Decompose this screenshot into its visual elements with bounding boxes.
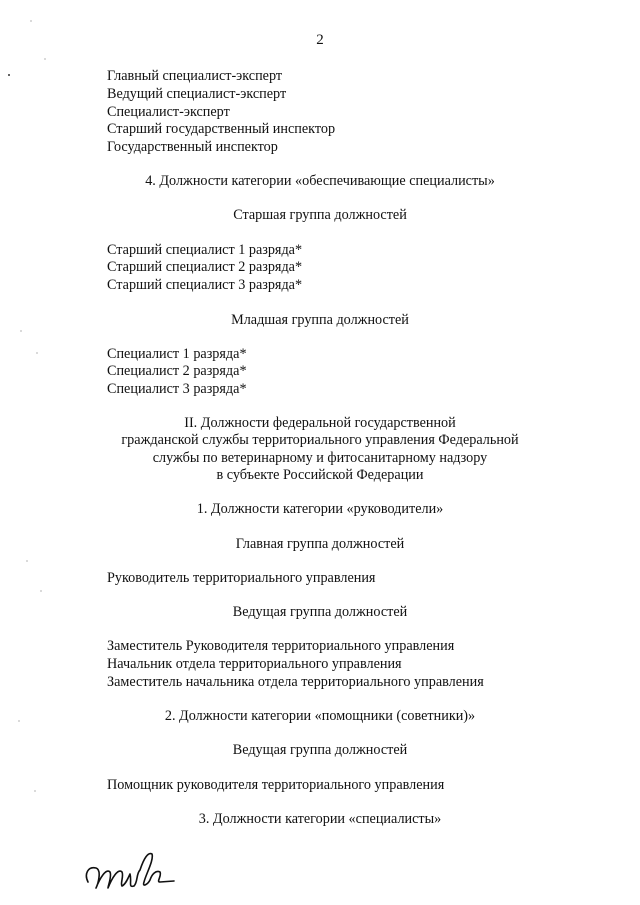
position-item: Старший специалист 1 разряда* bbox=[107, 242, 303, 258]
position-item: Заместитель начальника отдела территориального управления bbox=[107, 674, 484, 690]
position-item: Старший специалист 2 разряда* bbox=[107, 259, 303, 275]
position-item: Специалист 1 разряда* bbox=[107, 346, 247, 362]
position-item: Старший специалист 3 разряда* bbox=[107, 277, 303, 293]
group-heading: Главная группа должностей bbox=[235, 536, 405, 552]
position-item: Специалист 3 разряда* bbox=[107, 381, 247, 397]
group-heading: Ведущая группа должностей bbox=[232, 742, 408, 758]
scan-speck bbox=[26, 560, 28, 562]
position-item: Главный специалист-эксперт bbox=[107, 68, 283, 84]
position-item: Старший государственный инспектор bbox=[107, 121, 336, 137]
position-item: Начальник отдела территориального управления bbox=[107, 656, 402, 672]
scan-speck bbox=[44, 58, 46, 60]
page-number: 2 bbox=[316, 32, 324, 48]
group-heading: Старшая группа должностей bbox=[233, 207, 407, 223]
scan-speck bbox=[8, 74, 10, 76]
scan-speck bbox=[40, 590, 42, 592]
group-heading: Ведущая группа должностей bbox=[232, 604, 408, 620]
section-title-line: службы по ветеринарному и фитосанитарному надзору bbox=[152, 450, 488, 466]
scan-speck bbox=[30, 20, 32, 22]
category-heading: 2. Должности категории «помощники (советники)» bbox=[164, 708, 476, 724]
position-item: Помощник руководителя территориального управления bbox=[107, 777, 445, 793]
section-title-line: II. Должности федеральной государственной bbox=[184, 415, 456, 431]
group-heading: Младшая группа должностей bbox=[231, 312, 409, 328]
category-heading: 1. Должности категории «руководители» bbox=[196, 501, 444, 517]
section-title-line: гражданской службы территориального управления Федеральной bbox=[121, 432, 519, 448]
position-item: Специалист-эксперт bbox=[107, 104, 230, 120]
scan-speck bbox=[20, 330, 22, 332]
scan-speck bbox=[34, 790, 36, 792]
position-item: Руководитель территориального управления bbox=[107, 570, 376, 586]
scan-speck bbox=[36, 352, 38, 354]
position-item: Специалист 2 разряда* bbox=[107, 363, 247, 379]
position-item: Ведущий специалист-эксперт bbox=[107, 86, 287, 102]
section-title-line: в субъекте Российской Федерации bbox=[216, 467, 424, 483]
category-heading: 4. Должности категории «обеспечивающие специалисты» bbox=[145, 173, 495, 189]
category-heading: 3. Должности категории «специалисты» bbox=[198, 811, 442, 827]
position-item: Государственный инспектор bbox=[107, 139, 278, 155]
position-item: Заместитель Руководителя территориального управления bbox=[107, 638, 455, 654]
handwritten-signature-icon bbox=[82, 848, 182, 900]
